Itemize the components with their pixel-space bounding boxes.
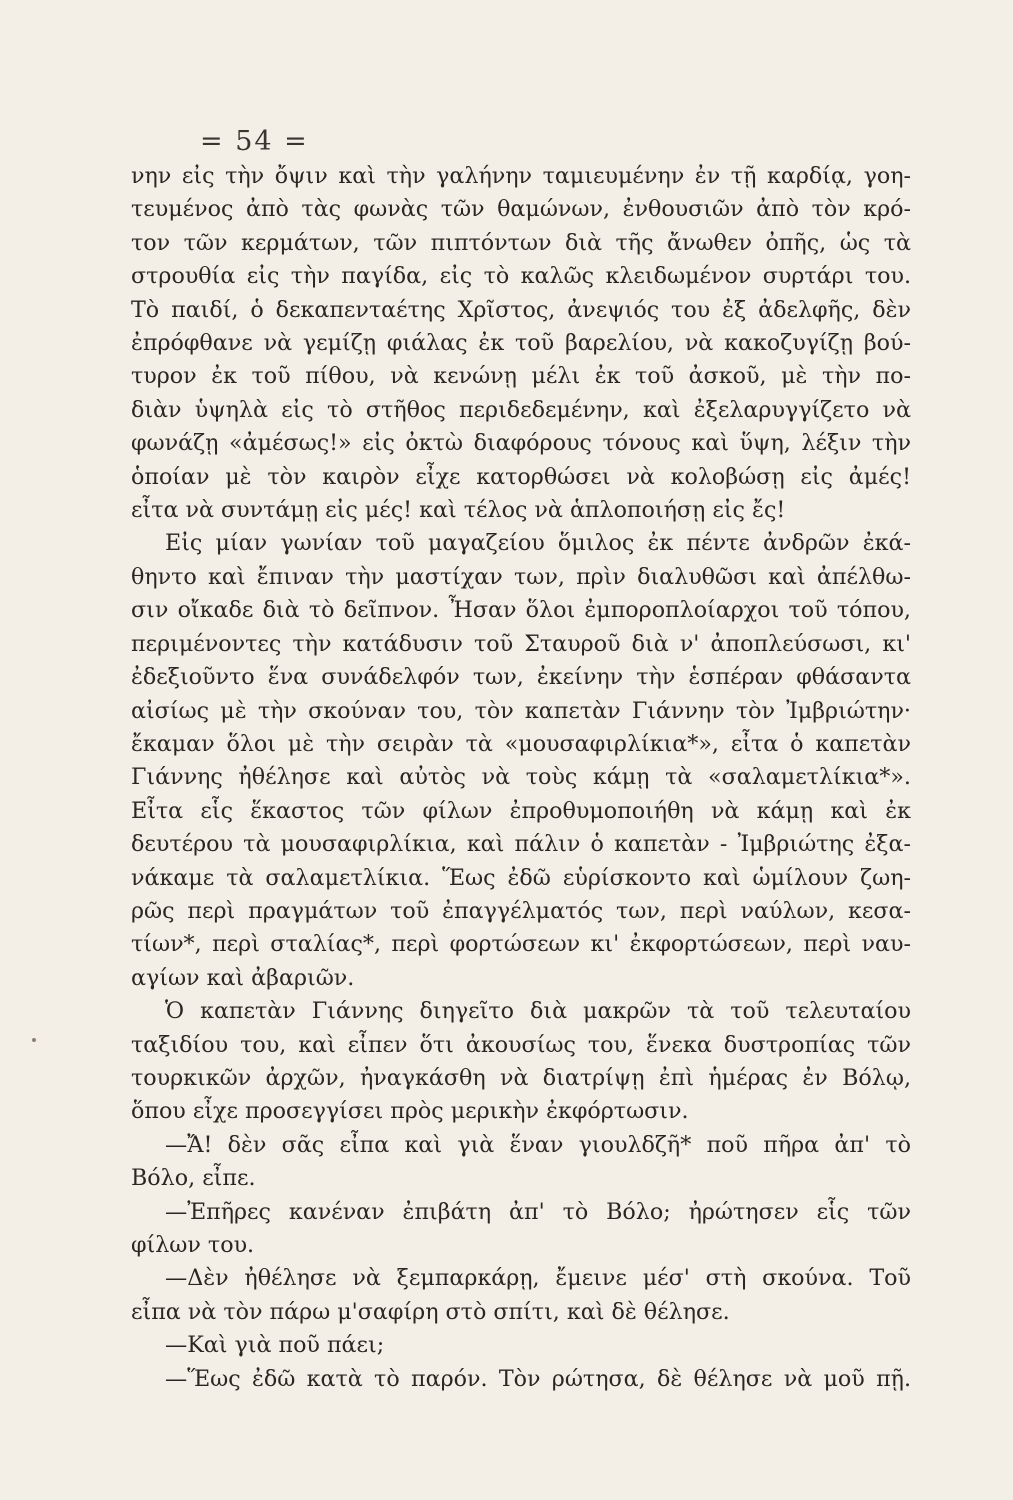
text-line: φίλων του.: [131, 1232, 255, 1258]
text-line: ρῶς περὶ πραγμάτων τοῦ ἐπαγγέλματός των, περὶ ναύλων, κεσα-: [131, 897, 911, 924]
text-line: τον τῶν κερμάτων, τῶν πιπτόντων διὰ τῆς ἄνωθεν ὀπῆς, ὡς τὰ: [131, 229, 911, 256]
body-text: [131, 160, 911, 1396]
text-line: εἶπα νὰ τὸν πάρω μ'σαφίρη στὸ σπίτι, καὶ δὲ θέλησε.: [131, 1298, 730, 1325]
text-line: τίων*, περὶ σταλίας*, περὶ φορτώσεων κι' ἐκφορτώσεων, περὶ ναυ-: [131, 931, 911, 958]
text-line: Εἶτα εἷς ἕκαστος τῶν φίλων ἐπροθυμοποιήθη νὰ κάμῃ καὶ ἐκ: [131, 797, 911, 824]
paragraph-start: Εἰς μίαν γωνίαν τοῦ μαγαζείου ὅμιλος ἐκ πέντε ἀνδρῶν ἐκά-: [165, 530, 911, 557]
page-number: = 54 =: [200, 126, 309, 157]
dialogue-line: —Ἄ! δὲν σᾶς εἶπα καὶ γιὰ ἕναν γιουλδζῆ* ποῦ πῆρα ἀπ' τὸ: [165, 1131, 911, 1158]
text-line: τευμένος ἀπὸ τὰς φωνὰς τῶν θαμώνων, ἐνθουσιῶν ἀπὸ τὸν κρό-: [131, 196, 911, 223]
text-line: Τὸ παιδί, ὁ δεκαπενταέτης Χρῖστος, ἀνεψιός του ἐξ ἀδελφῆς, δὲν: [131, 296, 911, 323]
text-line: δευτέρου τὰ μουσαφιρλίκια, καὶ πάλιν ὁ καπετὰν - Ἰμβριώτης ἐξα-: [131, 831, 911, 858]
text-line: Γιάννης ἠθέλησε καὶ αὐτὸς νὰ τοὺς κάμῃ τὰ «σαλαμετλίκια*».: [131, 764, 911, 791]
text-line: θηντο καὶ ἔπιναν τὴν μαστίχαν των, πρὶν διαλυθῶσι καὶ ἀπέλθω-: [131, 563, 911, 590]
text-line: σιν οἴκαδε διὰ τὸ δεῖπνον. Ἦσαν ὅλοι ἐμποροπλοίαρχοι τοῦ τόπου,: [131, 597, 911, 624]
text-line: ἐπρόφθανε νὰ γεμίζῃ φιάλας ἐκ τοῦ βαρελίου, νὰ κακοζυγίζῃ βού-: [131, 330, 911, 357]
text-line: Βόλο, εἶπε.: [131, 1165, 256, 1192]
text-line: αγίων καὶ ἀβαριῶν.: [131, 964, 355, 991]
text-line: εἶτα νὰ συντάμῃ εἰς μές! καὶ τέλος νὰ ἁπλοποιήσῃ εἰς ἔς!: [131, 497, 786, 524]
text-line: στρουθία εἰς τὴν παγίδα, εἰς τὸ καλῶς κλειδωμένον συρτάρι του.: [131, 263, 911, 290]
paper-speck: [32, 1038, 36, 1042]
text-line: φωνάζῃ «ἀμέσως!» εἰς ὀκτὼ διαφόρους τόνους καὶ ὕψη, λέξιν τὴν: [131, 430, 911, 457]
text-line: τυρον ἐκ τοῦ πίθου, νὰ κενώνῃ μέλι ἐκ τοῦ ἀσκοῦ, μὲ τὴν πο-: [131, 363, 911, 390]
dialogue-line: —Δὲν ἠθέλησε νὰ ξεμπαρκάρῃ, ἔμεινε μέσ' στὴ σκούνα. Τοῦ: [165, 1265, 911, 1292]
text-line: ἐδεξιοῦντο ἕνα συνάδελφόν των, ἐκείνην τὴν ἑσπέραν φθάσαντα: [131, 664, 911, 691]
text-line: διὰν ὑψηλὰ εἰς τὸ στῆθος περιδεδεμένην, καὶ ἐξελαρυγγίζετο νὰ: [131, 396, 911, 423]
text-line: ταξιδίου του, καὶ εἶπεν ὅτι ἀκουσίως του, ἕνεκα δυστροπίας τῶν: [131, 1031, 911, 1058]
text-line: ἔκαμαν ὅλοι μὲ τὴν σειρὰν τὰ «μουσαφιρλίκια*», εἶτα ὁ καπετὰν: [131, 730, 911, 757]
dialogue-line: —Ἕως ἐδῶ κατὰ τὸ παρόν. Τὸν ρώτησα, δὲ θέλησε νὰ μοῦ πῇ.: [165, 1365, 911, 1392]
dialogue-line: —Ἐπῆρες κανέναν ἐπιβάτη ἀπ' τὸ Βόλο; ἠρώτησεν εἷς τῶν: [165, 1198, 911, 1225]
text-line: νάκαμε τὰ σαλαμετλίκια. Ἕως ἐδῶ εὑρίσκοντο καὶ ὡμίλουν ζωη-: [131, 864, 911, 891]
text-line: τουρκικῶν ἀρχῶν, ἠναγκάσθη νὰ διατρίψῃ ἐπὶ ἡμέρας ἐν Βόλῳ,: [131, 1064, 911, 1091]
text-line: περιμένοντες τὴν κατάδυσιν τοῦ Σταυροῦ διὰ ν' ἀποπλεύσωσι, κι': [131, 630, 911, 657]
paragraph-start: Ὁ καπετὰν Γιάννης διηγεῖτο διὰ μακρῶν τὰ τοῦ τελευταίου: [165, 998, 911, 1025]
text-line: ὁποίαν μὲ τὸν καιρὸν εἶχε κατορθώσει νὰ κολοβώσῃ εἰς ἀμές!: [131, 463, 911, 490]
dialogue-line: —Καὶ γιὰ ποῦ πάει;: [165, 1332, 385, 1359]
text-line: ὅπου εἶχε προσεγγίσει πρὸς μερικὴν ἐκφόρτωσιν.: [131, 1098, 689, 1125]
text-line: αἰσίως μὲ τὴν σκούναν του, τὸν καπετὰν Γιάννην τὸν Ἰμβριώτην·: [131, 697, 911, 724]
text-line: νην εἰς τὴν ὄψιν καὶ τὴν γαλήνην ταμιευμένην ἐν τῇ καρδίᾳ, γοη-: [131, 163, 911, 189]
